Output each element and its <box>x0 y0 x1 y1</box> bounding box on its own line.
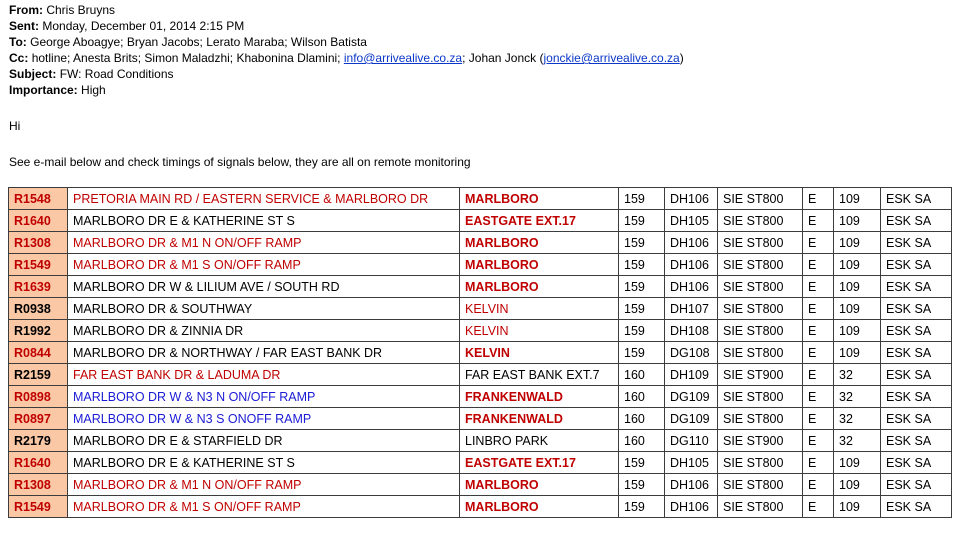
greeting: Hi <box>9 119 21 133</box>
number-cell: 159 <box>619 232 665 254</box>
table-row <box>9 386 952 408</box>
signal-code-cell: R1640 <box>9 210 68 232</box>
number-cell: 159 <box>619 298 665 320</box>
region-cell: E <box>803 254 834 276</box>
table-row <box>9 210 952 232</box>
supply-cell: ESK SA <box>881 386 952 408</box>
number-cell: 32 <box>834 364 881 386</box>
map-ref-cell: DH109 <box>665 364 718 386</box>
number-cell: 32 <box>834 408 881 430</box>
number-cell: 109 <box>834 320 881 342</box>
area-cell: FRANKENWALD <box>460 408 619 430</box>
signal-code-cell: R2179 <box>9 430 68 452</box>
controller-cell: SIE ST800 <box>718 386 803 408</box>
region-cell: E <box>803 232 834 254</box>
controller-cell: SIE ST800 <box>718 232 803 254</box>
area-cell: KELVIN <box>460 298 619 320</box>
region-cell: E <box>803 364 834 386</box>
number-cell: 109 <box>834 496 881 518</box>
area-cell: FAR EAST BANK EXT.7 <box>460 364 619 386</box>
signal-code-cell: R0844 <box>9 342 68 364</box>
supply-cell: ESK SA <box>881 496 952 518</box>
to-row <box>9 34 684 50</box>
signal-code-cell: R0898 <box>9 386 68 408</box>
controller-cell: SIE ST800 <box>718 210 803 232</box>
controller-cell: SIE ST800 <box>718 298 803 320</box>
table-row <box>9 430 952 452</box>
subject-row <box>9 66 684 82</box>
controller-cell: SIE ST900 <box>718 430 803 452</box>
table-row <box>9 474 952 496</box>
number-cell: 160 <box>619 386 665 408</box>
controller-cell: SIE ST800 <box>718 320 803 342</box>
number-cell: 109 <box>834 298 881 320</box>
map-ref-cell: DH106 <box>665 276 718 298</box>
location-cell: PRETORIA MAIN RD / EASTERN SERVICE & MARLBORO DR <box>68 188 460 210</box>
supply-cell: ESK SA <box>881 276 952 298</box>
cc-label: Cc: <box>9 51 29 65</box>
map-ref-cell: DH105 <box>665 210 718 232</box>
area-cell: MARLBORO <box>460 474 619 496</box>
message-text: See e-mail below and check timings of signals below, they are all on remote monitoring <box>9 155 471 169</box>
cc-value: hotline; Anesta Brits; Simon Maladzhi; Khabonina Dlamini; <box>31 51 341 65</box>
cc-row <box>9 50 684 66</box>
cc-email-link-jonckie[interactable]: jonckie@arrivealive.co.za <box>543 51 680 65</box>
controller-cell: SIE ST800 <box>718 474 803 496</box>
location-cell: MARLBORO DR W & N3 S ONOFF RAMP <box>68 408 460 430</box>
region-cell: E <box>803 408 834 430</box>
from-value: Chris Bruyns <box>46 3 116 17</box>
number-cell: 159 <box>619 210 665 232</box>
location-cell: MARLBORO DR E & STARFIELD DR <box>68 430 460 452</box>
number-cell: 109 <box>834 188 881 210</box>
number-cell: 159 <box>619 496 665 518</box>
location-cell: MARLBORO DR & ZINNIA DR <box>68 320 460 342</box>
importance-value: High <box>81 83 106 97</box>
supply-cell: ESK SA <box>881 298 952 320</box>
location-cell: MARLBORO DR E & KATHERINE ST S <box>68 210 460 232</box>
number-cell: 109 <box>834 254 881 276</box>
table-row <box>9 408 952 430</box>
map-ref-cell: DG109 <box>665 408 718 430</box>
supply-cell: ESK SA <box>881 408 952 430</box>
location-cell: MARLBORO DR & SOUTHWAY <box>68 298 460 320</box>
sent-value: Monday, December 01, 2014 2:15 PM <box>42 19 245 33</box>
number-cell: 159 <box>619 452 665 474</box>
location-cell: MARLBORO DR & NORTHWAY / FAR EAST BANK DR <box>68 342 460 364</box>
to-label: To: <box>9 35 27 49</box>
location-cell: MARLBORO DR & M1 S ON/OFF RAMP <box>68 254 460 276</box>
region-cell: E <box>803 320 834 342</box>
from-row <box>9 2 684 18</box>
number-cell: 159 <box>619 188 665 210</box>
supply-cell: ESK SA <box>881 342 952 364</box>
supply-cell: ESK SA <box>881 320 952 342</box>
number-cell: 32 <box>834 430 881 452</box>
controller-cell: SIE ST800 <box>718 254 803 276</box>
area-cell: FRANKENWALD <box>460 386 619 408</box>
area-cell: MARLBORO <box>460 232 619 254</box>
cc-value-close: ) <box>679 51 684 65</box>
table-row <box>9 232 952 254</box>
cc-value-part: ; Johan Jonck ( <box>462 51 544 65</box>
signal-code-cell: R1639 <box>9 276 68 298</box>
signals-table <box>8 187 952 518</box>
area-cell: MARLBORO <box>460 188 619 210</box>
email-header <box>9 2 684 98</box>
region-cell: E <box>803 188 834 210</box>
map-ref-cell: DH106 <box>665 496 718 518</box>
controller-cell: SIE ST800 <box>718 188 803 210</box>
signal-code-cell: R1549 <box>9 254 68 276</box>
location-cell: MARLBORO DR W & N3 N ON/OFF RAMP <box>68 386 460 408</box>
cc-email-link-info[interactable]: info@arrivealive.co.za <box>343 51 463 65</box>
area-cell: EASTGATE EXT.17 <box>460 452 619 474</box>
location-cell: MARLBORO DR & M1 N ON/OFF RAMP <box>68 474 460 496</box>
area-cell: MARLBORO <box>460 254 619 276</box>
number-cell: 32 <box>834 386 881 408</box>
region-cell: E <box>803 386 834 408</box>
region-cell: E <box>803 342 834 364</box>
to-value: George Aboagye; Bryan Jacobs; Lerato Maraba; Wilson Batista <box>30 35 367 49</box>
signal-code-cell: R1308 <box>9 232 68 254</box>
area-cell: MARLBORO <box>460 496 619 518</box>
number-cell: 160 <box>619 430 665 452</box>
area-cell: KELVIN <box>460 342 619 364</box>
signal-code-cell: R1640 <box>9 452 68 474</box>
table-row <box>9 320 952 342</box>
map-ref-cell: DG109 <box>665 386 718 408</box>
supply-cell: ESK SA <box>881 364 952 386</box>
map-ref-cell: DG108 <box>665 342 718 364</box>
number-cell: 109 <box>834 452 881 474</box>
region-cell: E <box>803 496 834 518</box>
supply-cell: ESK SA <box>881 232 952 254</box>
controller-cell: SIE ST800 <box>718 496 803 518</box>
location-cell: MARLBORO DR & M1 S ON/OFF RAMP <box>68 496 460 518</box>
map-ref-cell: DH106 <box>665 474 718 496</box>
map-ref-cell: DG110 <box>665 430 718 452</box>
number-cell: 159 <box>619 342 665 364</box>
table-row <box>9 276 952 298</box>
region-cell: E <box>803 474 834 496</box>
supply-cell: ESK SA <box>881 254 952 276</box>
supply-cell: ESK SA <box>881 188 952 210</box>
supply-cell: ESK SA <box>881 452 952 474</box>
map-ref-cell: DH105 <box>665 452 718 474</box>
importance-row <box>9 82 684 98</box>
supply-cell: ESK SA <box>881 430 952 452</box>
map-ref-cell: DH106 <box>665 188 718 210</box>
signal-code-cell: R1548 <box>9 188 68 210</box>
region-cell: E <box>803 430 834 452</box>
table-row <box>9 452 952 474</box>
region-cell: E <box>803 210 834 232</box>
subject-value: FW: Road Conditions <box>59 67 174 81</box>
table-row <box>9 496 952 518</box>
number-cell: 109 <box>834 342 881 364</box>
table-row <box>9 364 952 386</box>
subject-label: Subject: <box>9 67 57 81</box>
area-cell: KELVIN <box>460 320 619 342</box>
map-ref-cell: DH108 <box>665 320 718 342</box>
number-cell: 159 <box>619 254 665 276</box>
map-ref-cell: DH107 <box>665 298 718 320</box>
signal-code-cell: R1992 <box>9 320 68 342</box>
number-cell: 109 <box>834 276 881 298</box>
number-cell: 159 <box>619 276 665 298</box>
sent-row <box>9 18 684 34</box>
map-ref-cell: DH106 <box>665 254 718 276</box>
number-cell: 159 <box>619 320 665 342</box>
signal-code-cell: R2159 <box>9 364 68 386</box>
location-cell: MARLBORO DR W & LILIUM AVE / SOUTH RD <box>68 276 460 298</box>
number-cell: 160 <box>619 408 665 430</box>
location-cell: FAR EAST BANK DR & LADUMA DR <box>68 364 460 386</box>
signal-code-cell: R1549 <box>9 496 68 518</box>
location-cell: MARLBORO DR E & KATHERINE ST S <box>68 452 460 474</box>
signal-code-cell: R0938 <box>9 298 68 320</box>
signal-code-cell: R0897 <box>9 408 68 430</box>
area-cell: LINBRO PARK <box>460 430 619 452</box>
number-cell: 109 <box>834 210 881 232</box>
map-ref-cell: DH106 <box>665 232 718 254</box>
region-cell: E <box>803 452 834 474</box>
controller-cell: SIE ST800 <box>718 276 803 298</box>
sent-label: Sent: <box>9 19 39 33</box>
table-row <box>9 298 952 320</box>
importance-label: Importance: <box>9 83 78 97</box>
area-cell: EASTGATE EXT.17 <box>460 210 619 232</box>
table-row <box>9 188 952 210</box>
number-cell: 109 <box>834 232 881 254</box>
number-cell: 109 <box>834 474 881 496</box>
supply-cell: ESK SA <box>881 210 952 232</box>
area-cell: MARLBORO <box>460 276 619 298</box>
controller-cell: SIE ST900 <box>718 364 803 386</box>
controller-cell: SIE ST800 <box>718 342 803 364</box>
number-cell: 160 <box>619 364 665 386</box>
table-row <box>9 342 952 364</box>
table-row <box>9 254 952 276</box>
from-label: From: <box>9 3 43 17</box>
region-cell: E <box>803 276 834 298</box>
supply-cell: ESK SA <box>881 474 952 496</box>
controller-cell: SIE ST800 <box>718 408 803 430</box>
region-cell: E <box>803 298 834 320</box>
signal-code-cell: R1308 <box>9 474 68 496</box>
location-cell: MARLBORO DR & M1 N ON/OFF RAMP <box>68 232 460 254</box>
controller-cell: SIE ST800 <box>718 452 803 474</box>
number-cell: 159 <box>619 474 665 496</box>
